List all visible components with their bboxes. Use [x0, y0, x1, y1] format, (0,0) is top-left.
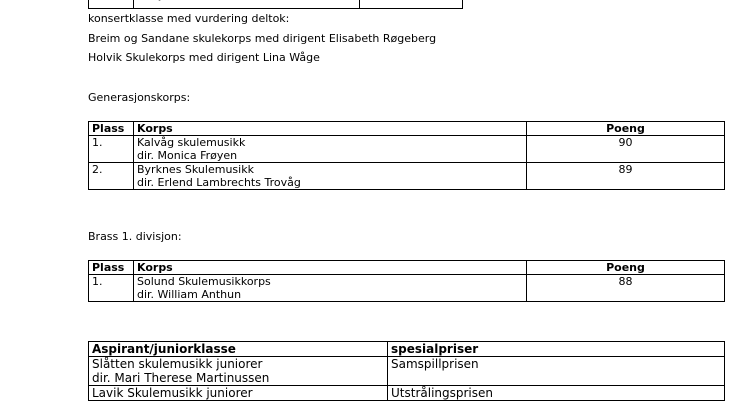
header-korps: Korps: [134, 122, 527, 136]
header-poeng: Poeng: [527, 261, 725, 275]
header-aspirant: Aspirant/juniorklasse: [89, 342, 388, 357]
table-row: [89, 163, 725, 190]
director-name: dir. Erlend Lambrechts Trovåg: [137, 176, 301, 189]
director-name: dir. Monica Frøyen: [137, 149, 238, 162]
cell-korps: [89, 357, 388, 386]
table-cell: [360, 0, 463, 9]
cell-plass: 2.: [89, 163, 134, 190]
header-plass: Plass: [89, 122, 134, 136]
header-korps: Korps: [134, 261, 527, 275]
cell-korps: [134, 275, 527, 302]
korps-name: Byrknes Skulemusikk: [137, 163, 254, 176]
table-row: [89, 357, 725, 386]
korps-name: Slåtten skulemusikk juniorer: [92, 357, 263, 371]
cell-korps: Lavik Skulemusikk juniorer: [89, 386, 388, 401]
intro-line: konsertklasse med vurdering deltok:: [88, 12, 290, 25]
korps-name: Solund Skulemusikkorps: [137, 275, 271, 288]
korps-name: Kalvåg skulemusikk: [137, 136, 246, 149]
cell-poeng: 89: [527, 163, 725, 190]
top-results-table: [88, 0, 463, 9]
table-row: [89, 386, 725, 401]
table-row: [89, 275, 725, 302]
brass-table: [88, 260, 725, 302]
director-name: [137, 0, 356, 1]
spesialpriser-table: [88, 341, 725, 401]
intro-line: Breim og Sandane skulekorps med dirigent Elisabeth Røgeberg: [88, 32, 437, 45]
cell-poeng: 90: [527, 136, 725, 163]
table-row: [89, 136, 725, 163]
table-cell: [134, 0, 360, 9]
director-name: dir. William Anthun: [137, 288, 242, 301]
table-header-row: [89, 342, 725, 357]
cell-plass: 1.: [89, 136, 134, 163]
header-spesialpriser: spesialpriser: [388, 342, 725, 357]
intro-line: Holvik Skulekorps med dirigent Lina Wåge: [88, 51, 320, 64]
table-cell: [89, 0, 134, 9]
header-poeng: Poeng: [527, 122, 725, 136]
generasjonskorps-table: [88, 121, 725, 190]
table-header-row: [89, 261, 725, 275]
header-plass: Plass: [89, 261, 134, 275]
cell-plass: 1.: [89, 275, 134, 302]
cell-poeng: 88: [527, 275, 725, 302]
section-heading-brass: Brass 1. divisjon:: [88, 230, 182, 243]
cell-pris: Utstrålingsprisen: [388, 386, 725, 401]
section-heading-generasjonskorps: Generasjonskorps:: [88, 91, 191, 104]
table-header-row: [89, 122, 725, 136]
cell-korps: [134, 136, 527, 163]
cell-korps: [134, 163, 527, 190]
cell-pris: Samspillprisen: [388, 357, 725, 386]
director-name: dir. Mari Therese Martinussen: [92, 371, 270, 385]
